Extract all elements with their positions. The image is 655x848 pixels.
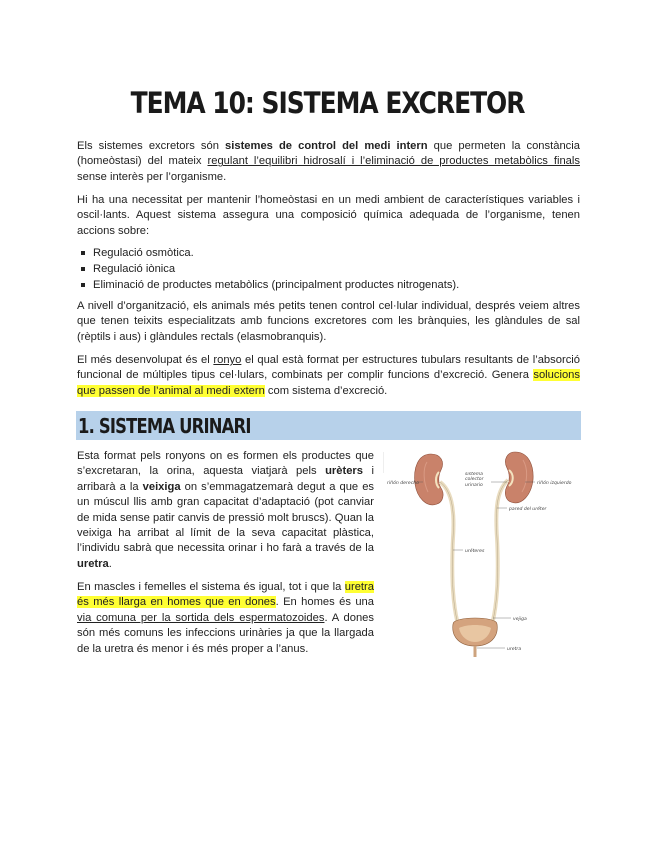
underlined-phrase: regulant l’equilibri hidrosalí i l’eliminació de productes metabòlics finals <box>207 155 580 168</box>
bladder <box>453 618 498 646</box>
intro-paragraph-4 <box>77 353 580 399</box>
text-run: Els sistemes excretors són <box>77 140 226 152</box>
text-run: . A dones són més comuns les infeccions urinàries ja que la llargada de la uretra és menor i és més proper a l’anus. <box>77 611 374 655</box>
intro-paragraph-1 <box>77 139 580 185</box>
label-left-kidney: riñón izquierdo <box>537 481 572 486</box>
page-title: TEMA 10: SISTEMA EXCRETOR <box>130 86 525 120</box>
section1-paragraph-2 <box>77 580 374 657</box>
underlined-term: ronyo <box>213 354 242 366</box>
highlighted-phrase: solucions que passen de l’animal al medi extern <box>77 369 580 397</box>
label-right-kidney: riñón derecho <box>387 481 419 486</box>
text-run: En mascles i femelles el sistema és igual, tot i que la <box>77 581 345 593</box>
text-run: El més desenvolupat és el <box>77 354 214 366</box>
list-item: Eliminació de productes metabòlics (principalment productes nitrogenats). <box>77 277 459 293</box>
text-run: el qual està format per estructures tubulars resultants de l’absorció funcional de múltiples tipus cel·lulars, combinats per complir funcions d’excreció. Genera <box>77 354 580 382</box>
right-kidney <box>415 454 444 505</box>
right-ureter <box>440 482 459 628</box>
bold-term: urèters <box>325 465 364 478</box>
text-run: . <box>108 557 112 570</box>
bold-term: uretra <box>77 557 109 570</box>
text-run: que permeten la constància (homeòstasi) del mateix <box>77 140 580 168</box>
section-heading: 1. SISTEMA URINARI <box>78 414 251 438</box>
text-run: Esta format pels ronyons on es formen els productes que s’excretaran, la orina, aquesta viatjarà pels <box>77 450 374 478</box>
label-bladder: vejiga <box>513 617 527 622</box>
label-collecting-text: sistema colector urinario <box>465 472 484 488</box>
bold-term: sistemes de control del medi intern <box>225 140 428 152</box>
intro-paragraph-3: A nivell d’organització, els animals més petits tenen control cel·lular individual, després veiem altres que tenen teixits especialitzats amb funcions excretores com les brànquies, les glàndules de sal (rèptils i aus) i glàndules rectals (elasmobranquis). <box>77 300 580 343</box>
list-item: Regulació iònica <box>77 261 459 277</box>
intro-paragraph-2: Hi ha una necessitat per mantenir l’homeòstasi en un medi ambient de característiques variables i oscil·lants. Aquest sistema assegura una composició química adequada de l’organisme, tenen accions sobre: <box>77 194 580 237</box>
list-item: Regulació osmòtica. <box>77 245 459 261</box>
section-heading-bar <box>76 411 581 440</box>
left-ureter <box>491 480 508 628</box>
section1-paragraph-1 <box>77 449 374 572</box>
text-run: . En homes és una <box>275 596 374 609</box>
bold-term: veixiga <box>142 480 181 493</box>
highlighted-phrase: uretra és més llarga en homes que en dones <box>77 581 374 609</box>
bullet-list <box>77 245 459 293</box>
text-run: sense interès per l’organisme. <box>77 170 227 183</box>
text-run: com sistema d’excreció. <box>264 384 388 397</box>
label-urethra: uretra <box>507 647 522 652</box>
label-ureters: uréteres <box>465 549 485 554</box>
text-run: on s’emmagatzemarà degut a que es un múscul llis amb gran capacitat d’adaptació (pot canviar de mida sense patir canvis de pressió molt bruscs). Quan la veixiga ha arribat al límit de la seva capacitat plàstica, l’individu sabrà que necessita orinar i ho farà a través de la <box>77 480 375 555</box>
left-kidney <box>505 452 533 503</box>
urinary-system-diagram <box>383 448 583 658</box>
label-ureter-wall: pared del uréter <box>509 507 547 512</box>
underlined-phrase: via comuna per la sortida dels espermatozoides <box>77 611 325 624</box>
text-run: i arribarà a la <box>77 465 374 493</box>
label-collecting-system <box>465 472 495 494</box>
